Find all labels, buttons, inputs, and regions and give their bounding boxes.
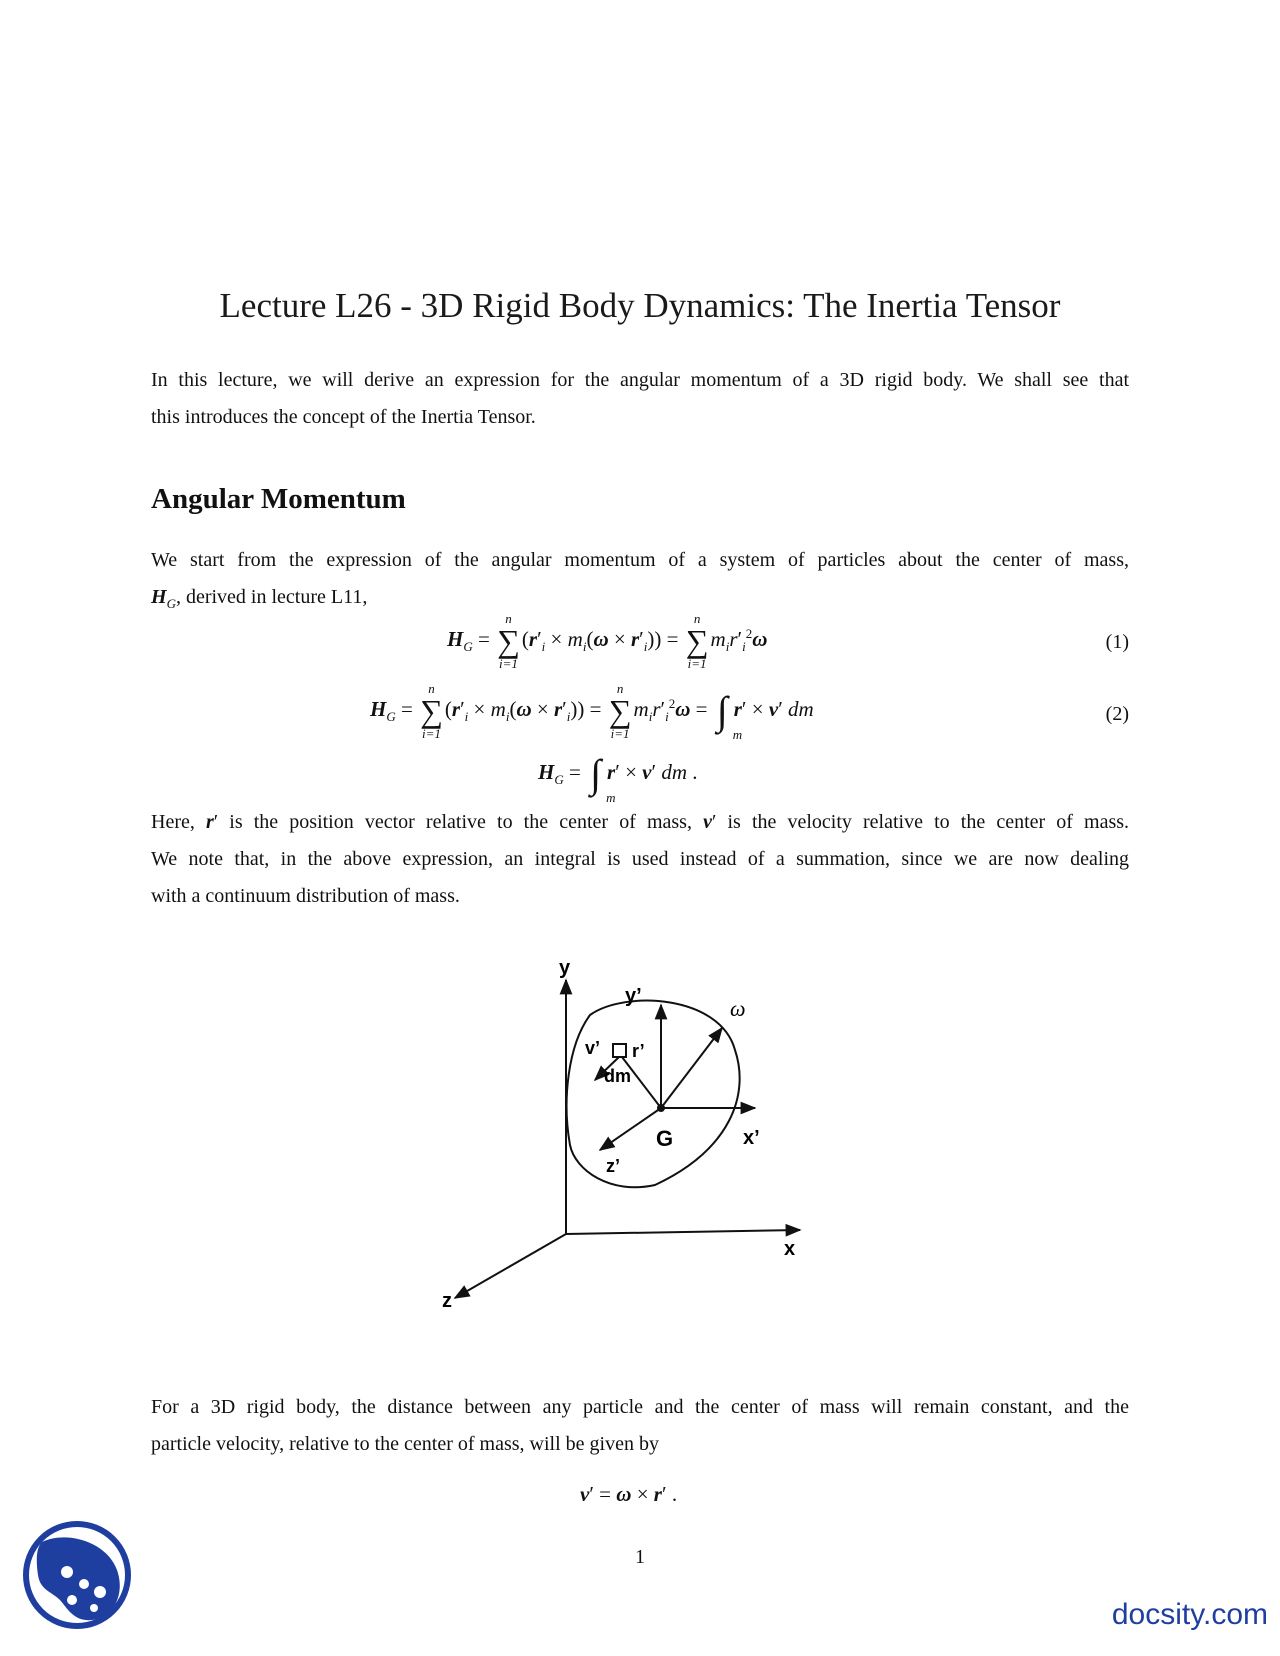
- z-axis: [455, 1234, 566, 1298]
- paragraph-3: [151, 1389, 1129, 1463]
- x-axis: [566, 1230, 800, 1234]
- equation-2: $H_G$ = n ∑ i=1 $(r'_i \times m_i(\omega \times r'_i))$ = n ∑ i=1 $m_ir'_i^2\omega$ = ∫ m r′ × v′ dm: [370, 681, 814, 742]
- sum-symbol: n ∑ i=1: [685, 611, 709, 671]
- label-y-prime: y’: [625, 985, 642, 1007]
- para3-line-2: particle velocity, relative to the center of mass, will be given by: [151, 1433, 659, 1455]
- label-x: x: [784, 1238, 796, 1260]
- intro-paragraph: [151, 362, 1129, 436]
- page-title: Lecture L26 - 3D Rigid Body Dynamics: The Inertia Tensor: [219, 286, 1061, 325]
- dm-element: [613, 1044, 626, 1057]
- label-x-prime: x’: [743, 1127, 760, 1149]
- equation-velocity: v′ = ω × r′ .: [580, 1482, 678, 1506]
- para2-line-1b: is the velocity relative to the center of mass.: [727, 811, 1130, 833]
- section-heading: Angular Momentum: [151, 483, 406, 515]
- label-y: y: [559, 957, 571, 979]
- label-v-prime: v’: [585, 1038, 601, 1058]
- z-prime-axis: [600, 1108, 661, 1150]
- intro-line-1: In this lecture, we will derive an expression for the angular momentum of a 3D rigid body. We shall see that: [151, 369, 1129, 391]
- integral-symbol: ∫ m: [716, 688, 743, 742]
- sum-symbol: n ∑ i=1: [497, 611, 520, 671]
- para3-line-1: For a 3D rigid body, the distance between any particle and the center of mass will remain constant, and the: [151, 1396, 1129, 1418]
- label-z-prime: z’: [606, 1156, 621, 1176]
- paragraph-1: [151, 542, 1129, 622]
- label-r-prime: r’: [632, 1041, 645, 1061]
- equation-2-number: (2): [1105, 703, 1129, 725]
- equation-integral: $H_G$ = ∫ m r′ × v′ dm .: [538, 751, 698, 805]
- label-z: z: [442, 1290, 452, 1312]
- para2-line-2: We note that, in the above expression, an integral is used instead of a summation, since we are now dealing: [151, 848, 1129, 870]
- sum-symbol: n ∑ i=1: [420, 681, 443, 741]
- label-omega: ω: [730, 996, 746, 1021]
- para1-line-2: $H_G$, derived in lecture L11,: [151, 586, 368, 611]
- para2-line-3: with a continuum distribution of mass.: [151, 885, 460, 907]
- para2-line-1a: is the position vector relative to the center of mass,: [229, 811, 692, 833]
- rigid-body-figure: [400, 950, 820, 1330]
- para1-line-2-text: , derived in lecture L11,: [175, 586, 368, 608]
- para1-line-1: We start from the expression of the angular momentum of a system of particles about the center of mass,: [151, 549, 1129, 571]
- label-dm: dm: [604, 1066, 631, 1086]
- omega-vector: [661, 1028, 722, 1108]
- equation-1: $H_G$ = n ∑ i=1 $(r'_i \times m_i(\omega \times r'_i))$ = n ∑ i=1 $m_ir'_i^2\omega$: [447, 611, 768, 671]
- center-of-mass: [657, 1104, 665, 1112]
- intro-line-2: this introduces the concept of the Inertia Tensor.: [151, 406, 536, 428]
- docsity-logo-icon[interactable]: [22, 1520, 132, 1630]
- label-G: G: [656, 1126, 674, 1151]
- equation-1-number: (1): [1105, 631, 1129, 653]
- page-number: 1: [635, 1546, 645, 1568]
- para2-here: Here,: [151, 811, 195, 833]
- rigid-body-outline: [567, 1001, 740, 1188]
- paragraph-2: [151, 804, 1129, 915]
- para2-line-1: Here, r′ is the position vector relative to the center of mass, v′ is the velocity relative to the center of mass.: [151, 811, 1130, 833]
- docsity-brand-link[interactable]: docsity.com: [1111, 1598, 1268, 1631]
- sum-symbol: n ∑ i=1: [608, 681, 632, 741]
- integral-symbol: ∫ m: [590, 751, 616, 805]
